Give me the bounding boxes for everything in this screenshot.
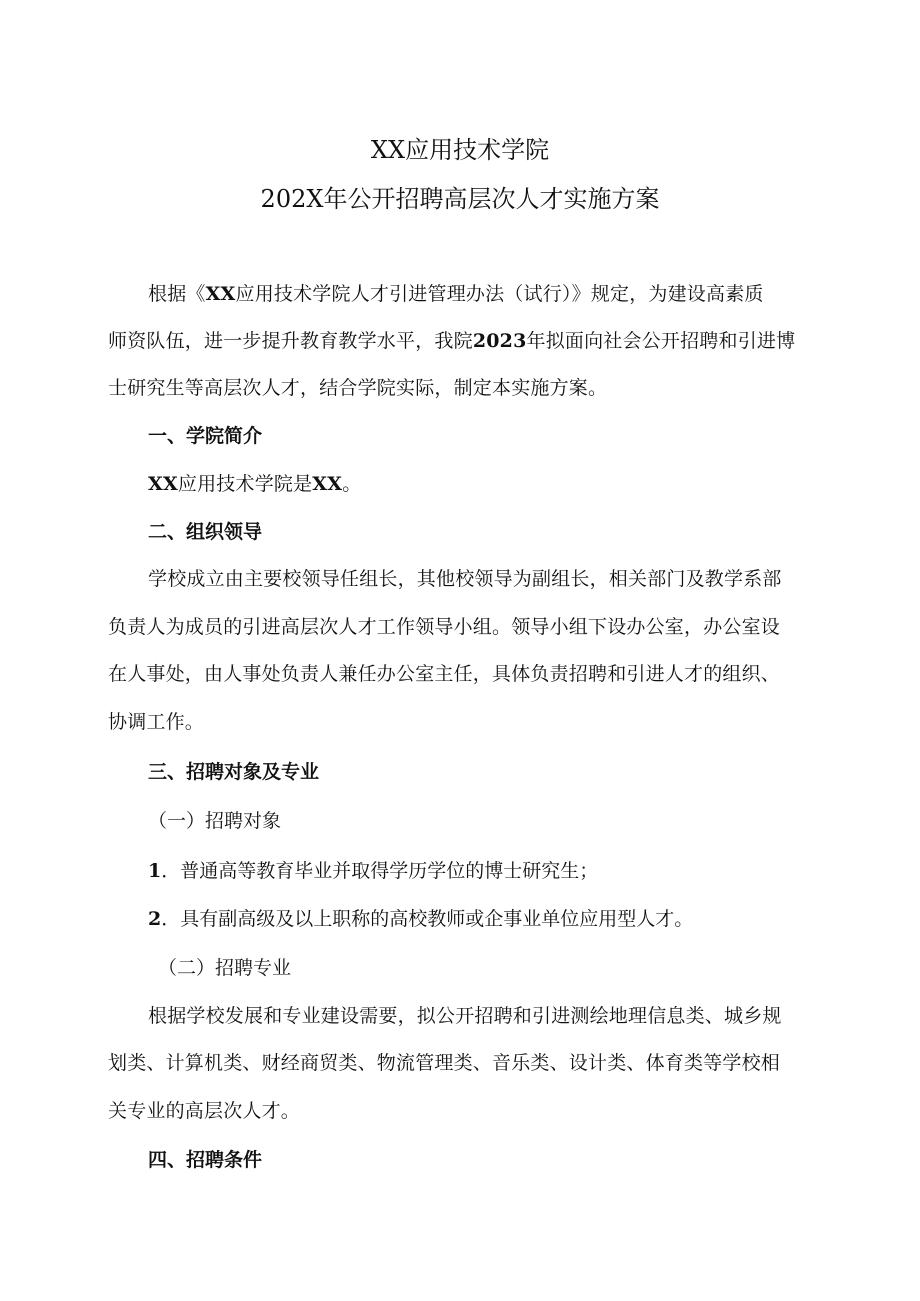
intro-text: 应用技术学院人才引进管理办法（试行）》规定，为建设高素质: [235, 283, 764, 305]
section3-line-3: 关专业的高层次人才。: [108, 1100, 301, 1122]
intro-bold-year: 2023: [472, 330, 527, 352]
section3-sub-2: （二）招聘专业: [158, 957, 292, 979]
section3-line-1: 根据学校发展和专业建设需要，拟公开招聘和引进测绘地理信息类、城乡规: [148, 1005, 782, 1027]
document-title-line1: XX应用技术学院: [370, 136, 550, 164]
section1-bold-xx: XX: [148, 473, 178, 495]
section3-item-1: [148, 856, 598, 886]
section2-line-4: 协调工作。: [108, 711, 205, 733]
section-heading-4: 四、招聘条件: [148, 1149, 263, 1171]
item-text: ．具有副高级及以上职称的高校教师或企事业单位应用型人才。: [161, 908, 694, 930]
section1-text-end: 。: [342, 473, 362, 495]
section3-sub-1: （一）招聘对象: [148, 810, 282, 832]
section3-line-2: 划类、计算机类、财经商贸类、物流管理类、音乐类、设计类、体育类等学校相: [108, 1052, 781, 1074]
intro-text: 根据《: [148, 283, 206, 305]
section3-item-2: [148, 904, 693, 934]
section1-text-mid: 应用技术学院是: [177, 473, 313, 495]
document-title-line2: 202X年公开招聘高层次人才实施方案: [260, 185, 660, 213]
item-number: 1: [148, 860, 162, 882]
section2-line-3: 在人事处，由人事处负责人兼任办公室主任，具体负责招聘和引进人才的组织、: [108, 663, 781, 685]
section1-bold-xx2: XX: [312, 473, 343, 495]
intro-line-2: [108, 326, 820, 356]
intro-line-3: 士研究生等高层次人才，结合学院实际，制定本实施方案。: [108, 377, 608, 399]
intro-text: 师资队伍，进一步提升教育教学水平，我院: [108, 330, 473, 352]
section-heading-2: 二、组织领导: [148, 521, 263, 543]
intro-bold-xx: XX: [205, 283, 236, 305]
intro-line-1: [148, 279, 820, 309]
item-number: 2: [148, 908, 162, 930]
section2-line-2: 负责人为成员的引进高层次人才工作领导小组。领导小组下设办公室，办公室设: [108, 616, 781, 638]
section1-text: [148, 469, 820, 499]
intro-text: 年拟面向社会公开招聘和引进博: [526, 330, 796, 352]
section-heading-3: 三、招聘对象及专业: [148, 761, 320, 783]
item-text: ．普通高等教育毕业并取得学历学位的博士研究生；: [161, 860, 599, 882]
section-heading-1: 一、学院简介: [148, 425, 263, 447]
section2-line-1: 学校成立由主要校领导任组长，其他校领导为副组长，相关部门及教学系部: [148, 568, 782, 590]
